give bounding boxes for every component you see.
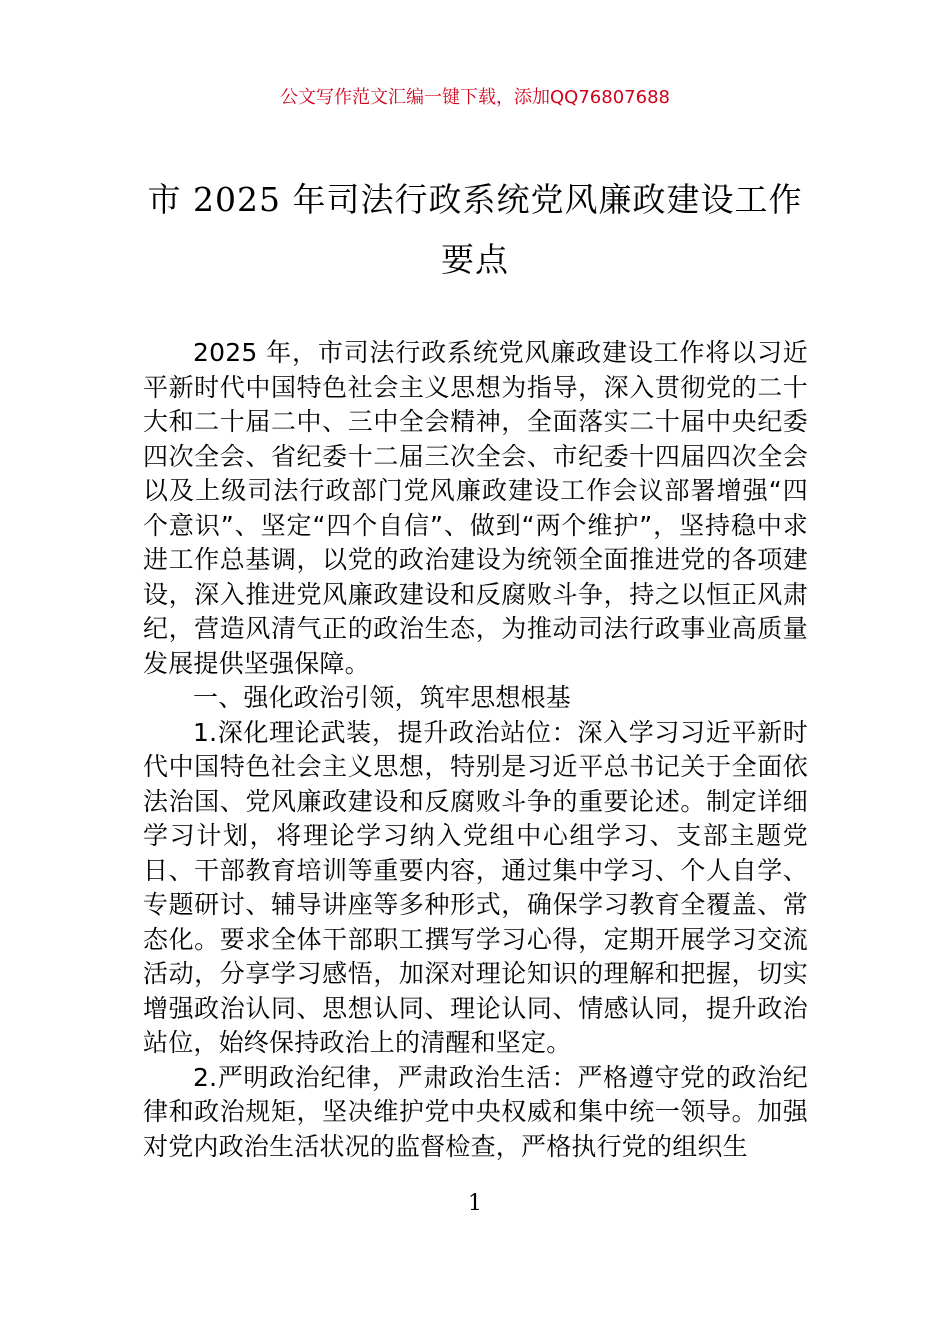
- page-number: 1: [468, 1191, 482, 1216]
- document-body: [143, 336, 808, 1164]
- section-heading: 一、强化政治引领，筑牢思想根基: [193, 683, 572, 712]
- item-paragraph: 2.严明政治纪律，严肃政治生活：严格遵守党的政治纪律和政治规矩，坚决维护党中央权威和集中统一领导。加强对党内政治生活状况的监督检查，严格执行党的组织生: [143, 1062, 808, 1161]
- intro-paragraph: 2025 年，市司法行政系统党风廉政建设工作将以习近平新时代中国特色社会主义思想为指导，深入贯彻党的二十大和二十届二中、三中全会精神，全面落实二十届中央纪委四次全会、省纪委十二届三次全会、市纪委十四届四次全会以及上级司法行政部门党风廉政建设工作会议部署增强“四个意识”、坚定“四个自信”、做到“两个维护”，坚持稳中求进工作总基调，以党的政治建设为统领全面推进党的各项建设，深入推进党风廉政建设和反腐败斗争，持之以恒正风肃纪，营造风清气正的政治生态，为推动司法行政事业高质量发展提供坚强保障。: [143, 338, 808, 678]
- header-download-note: 公文写作范文汇编一键下载，添加QQ76807688: [280, 87, 670, 108]
- document-title: 市 2025 年司法行政系统党风廉政建设工作要点: [147, 180, 803, 279]
- item-paragraph: 1.深化理论武装，提升政治站位：深入学习习近平新时代中国特色社会主义思想，特别是习近平总书记关于全面依法治国、党风廉政建设和反腐败斗争的重要论述。制定详细学习计划，将理论学习纳入党组中心组学习、支部主题党日、干部教育培训等重要内容，通过集中学习、个人自学、专题研讨、辅导讲座等多种形式，确保学习教育全覆盖、常态化。要求全体干部职工撰写学习心得，定期开展学习交流活动，分享学习感悟，加深对理论知识的理解和把握，切实增强政治认同、思想认同、理论认同、情感认同，提升政治站位，始终保持政治上的清醒和坚定。: [143, 717, 808, 1057]
